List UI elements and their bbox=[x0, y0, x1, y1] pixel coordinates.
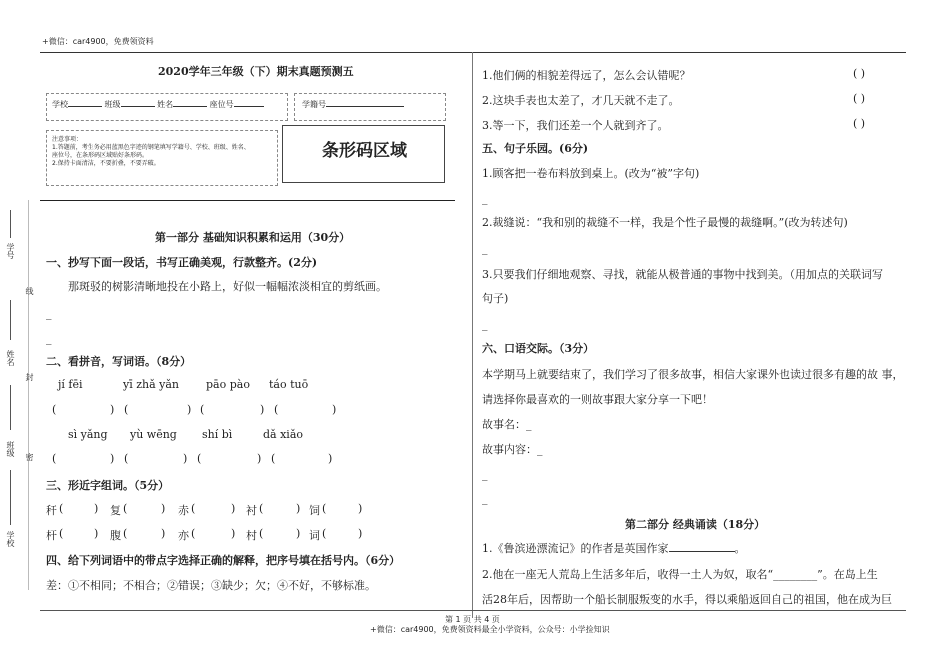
part2-title: 第二部分 经典诵读（18分） bbox=[625, 518, 766, 531]
sidebar-label-feng: 封 bbox=[25, 373, 34, 381]
sidebar-label-mi: 密 bbox=[25, 453, 34, 461]
paren-close: ) bbox=[110, 403, 115, 416]
exam-title: 2020学年三年级（下）期末真题预测五 bbox=[158, 65, 354, 78]
q5-item-3-cont: 句子) bbox=[482, 292, 509, 305]
paren-open: ( bbox=[271, 452, 276, 465]
sidebar-label-xuexiao: 学校 bbox=[6, 531, 15, 547]
part2-q2-text-end: ”。在岛上生 bbox=[817, 568, 878, 581]
notice bbox=[52, 136, 250, 168]
column-divider bbox=[472, 52, 473, 618]
q1-text: 那斑驳的树影清晰地投在小路上，好似一幅幅浓淡相宜的剪纸画。 bbox=[68, 280, 387, 293]
name-field[interactable] bbox=[173, 106, 207, 107]
pinyin: táo tuō bbox=[269, 378, 309, 391]
char: 衬 bbox=[246, 504, 257, 517]
q4-answer-1[interactable]: ( ) bbox=[853, 67, 866, 80]
paren-open: ( bbox=[52, 452, 57, 465]
q3-title: 三、形近字组词。（5分） bbox=[46, 479, 170, 492]
sidebar-blank bbox=[10, 385, 11, 430]
pinyin: dǎ xiǎo bbox=[263, 428, 303, 441]
q1-title: 一、抄写下面一段话，书写正确美观，行款整齐。(2分) bbox=[46, 256, 318, 269]
top-rule bbox=[40, 52, 906, 53]
char: 饲 bbox=[309, 504, 320, 517]
char: 腹 bbox=[110, 529, 121, 542]
notice-line: 1.答题前，考生务必用蓝黑色字迹的钢笔填写学籍号、学校、班级、姓名、 bbox=[52, 144, 250, 151]
part1-title: 第一部分 基础知识积累和运用（30分） bbox=[155, 231, 351, 244]
sidebar-blank bbox=[10, 210, 11, 238]
q4-item-2: 2.这块手表也太差了，才几天就不走了。 bbox=[482, 94, 680, 107]
seat-label: 座位号 bbox=[209, 100, 234, 109]
page-number: 第 1 页 共 4 页 bbox=[445, 615, 500, 624]
part2-q2-text: 2.他在一座无人荒岛上生活多年后，收得一土人为奴，取名“ bbox=[482, 568, 774, 581]
q4-answer-2[interactable]: ( ) bbox=[853, 92, 866, 105]
sidebar-label-xingming: 姓名 bbox=[6, 350, 15, 366]
notice-line: 2.保持卡面清洁，不要折叠，不要弄破。 bbox=[52, 160, 160, 167]
paren-close: ) bbox=[260, 403, 265, 416]
q4-item-1: 1.他们俩的相貌差得远了，怎么会认错呢？ bbox=[482, 69, 691, 82]
class-label: 班级 bbox=[104, 100, 121, 109]
q5-blank-3[interactable]: _ bbox=[482, 318, 488, 331]
q5-item-3: 3.只要我们仔细地观察、寻找，就能从极普通的事物中找到美。（用加点的关联词写 bbox=[482, 268, 883, 281]
part2-q1 bbox=[482, 540, 746, 556]
notice-title: 注意事项： bbox=[52, 136, 83, 143]
q2-title: 二、看拼音，写词语。（8分） bbox=[46, 355, 192, 368]
pinyin: shí bì bbox=[202, 428, 233, 441]
part2-q2-line-2: 活28年后，因帮助一个船长制服叛变的水手，得以乘船返回自己的祖国，他在成为巨 bbox=[482, 593, 892, 606]
servant-name-field[interactable]: ________ bbox=[773, 568, 818, 581]
pinyin: yù wēng bbox=[130, 428, 177, 441]
q5-title: 五、句子乐园。(6分) bbox=[482, 142, 589, 155]
q6-blank-1[interactable]: _ bbox=[482, 468, 488, 481]
binding-line bbox=[28, 200, 29, 590]
part2-q1-text: 1.《鲁滨逊漂流记》的作者是英国作家 bbox=[482, 542, 669, 555]
barcode-label: 条形码区域 bbox=[322, 141, 407, 161]
char: 复 bbox=[110, 504, 121, 517]
author-field[interactable] bbox=[669, 551, 735, 552]
paren-close: ) bbox=[257, 452, 262, 465]
sidebar-blank bbox=[10, 300, 11, 340]
pinyin: pāo pào bbox=[206, 378, 250, 391]
story-content-field[interactable]: 故事内容：_ bbox=[482, 443, 543, 456]
paren-open: ( bbox=[274, 403, 279, 416]
sidebar-label-xuehao: 学号 bbox=[6, 243, 15, 259]
info-fields-row bbox=[52, 99, 264, 110]
paren-close: ) bbox=[183, 452, 188, 465]
q1-blank-2[interactable]: _ bbox=[46, 332, 52, 345]
sidebar-label-xian: 线 bbox=[25, 287, 34, 295]
q4-item-3: 3.等一下，我们还差一个人就到齐了。 bbox=[482, 119, 669, 132]
q5-item-1: 1.顾客把一卷布料放到桌上。(改为“被”字句) bbox=[482, 167, 700, 180]
story-name-field[interactable]: 故事名：_ bbox=[482, 418, 532, 431]
pinyin: yī zhǎ yǎn bbox=[123, 378, 180, 391]
section-rule bbox=[40, 200, 455, 201]
q1-blank-1[interactable]: _ bbox=[46, 307, 52, 320]
q4-answer-3[interactable]: ( ) bbox=[853, 117, 866, 130]
notice-line: 座位号，在条形码区域贴好条形码。 bbox=[52, 152, 149, 159]
pinyin: sì yǎng bbox=[68, 428, 108, 441]
q4-title: 四、给下列词语中的带点字选择正确的解释，把序号填在括号内。（6分） bbox=[46, 554, 401, 567]
paren-open: ( bbox=[52, 403, 57, 416]
char: 村 bbox=[246, 529, 257, 542]
q2-pinyin-row-2 bbox=[46, 428, 446, 444]
q4-text: 差：①不相同；不相合；②错误；③缺少；欠；④不好，不够标准。 bbox=[46, 579, 376, 592]
paren-open: ( bbox=[124, 403, 129, 416]
char: 亦 bbox=[178, 529, 189, 542]
q3-row-2: 杆 ( ) 腹 ( ) 亦 ( ) 村 ( ) 词 ( ) bbox=[46, 527, 363, 542]
paren-close: ) bbox=[332, 403, 337, 416]
bottom-rule bbox=[40, 610, 906, 611]
school-field[interactable] bbox=[68, 106, 102, 107]
sidebar-label-banji: 班级 bbox=[6, 441, 15, 457]
char: 词 bbox=[309, 529, 320, 542]
q5-blank-2[interactable]: _ bbox=[482, 242, 488, 255]
paren-open: ( bbox=[124, 452, 129, 465]
pinyin: jí fēi bbox=[58, 378, 83, 391]
school-label: 学校 bbox=[52, 100, 68, 109]
paren-close: ) bbox=[328, 452, 333, 465]
part2-q1-end: 。 bbox=[734, 542, 746, 555]
student-id-field[interactable] bbox=[326, 106, 404, 107]
q6-title: 六、口语交际。（3分） bbox=[482, 342, 595, 355]
paren-close: ) bbox=[187, 403, 192, 416]
student-id-row bbox=[302, 99, 404, 110]
class-field[interactable] bbox=[121, 106, 155, 107]
student-id-label: 学籍号 bbox=[302, 100, 326, 109]
paren-close: ) bbox=[110, 452, 115, 465]
name-label: 姓名 bbox=[157, 100, 174, 109]
sidebar-blank bbox=[10, 470, 11, 525]
char: 秆 bbox=[46, 504, 57, 517]
q2-pinyin-row-1 bbox=[46, 378, 446, 394]
q2-answer-row-2 bbox=[46, 452, 446, 468]
char: 杆 bbox=[46, 529, 57, 542]
paren-open: ( bbox=[197, 452, 202, 465]
char: 赤 bbox=[178, 504, 189, 517]
header-note: +微信：car4900，免费领资料 bbox=[42, 37, 154, 46]
q5-blank-1[interactable]: _ bbox=[482, 192, 488, 205]
footer-note: +微信：car4900，免费领资料最全小学资料，公众号：小学捡知识 bbox=[370, 625, 610, 634]
q6-blank-2[interactable]: _ bbox=[482, 492, 488, 505]
part2-q2-line-1 bbox=[482, 566, 878, 582]
q6-text-1: 本学期马上就要结束了，我们学习了很多故事，相信大家课外也读过很多有趣的故 事， bbox=[482, 368, 904, 381]
seat-field[interactable] bbox=[234, 106, 264, 107]
paren-open: ( bbox=[200, 403, 205, 416]
q6-text-2: 请选择你最喜欢的一则故事跟大家分享一下吧！ bbox=[482, 393, 713, 406]
q5-item-2: 2.裁缝说：“我和别的裁缝不一样，我是个性子最慢的裁缝啊。”(改为转述句) bbox=[482, 216, 848, 229]
q3-row-1: 秆 ( ) 复 ( ) 赤 ( ) 衬 ( ) 饲 ( ) bbox=[46, 502, 363, 517]
q2-answer-row-1 bbox=[46, 403, 446, 419]
